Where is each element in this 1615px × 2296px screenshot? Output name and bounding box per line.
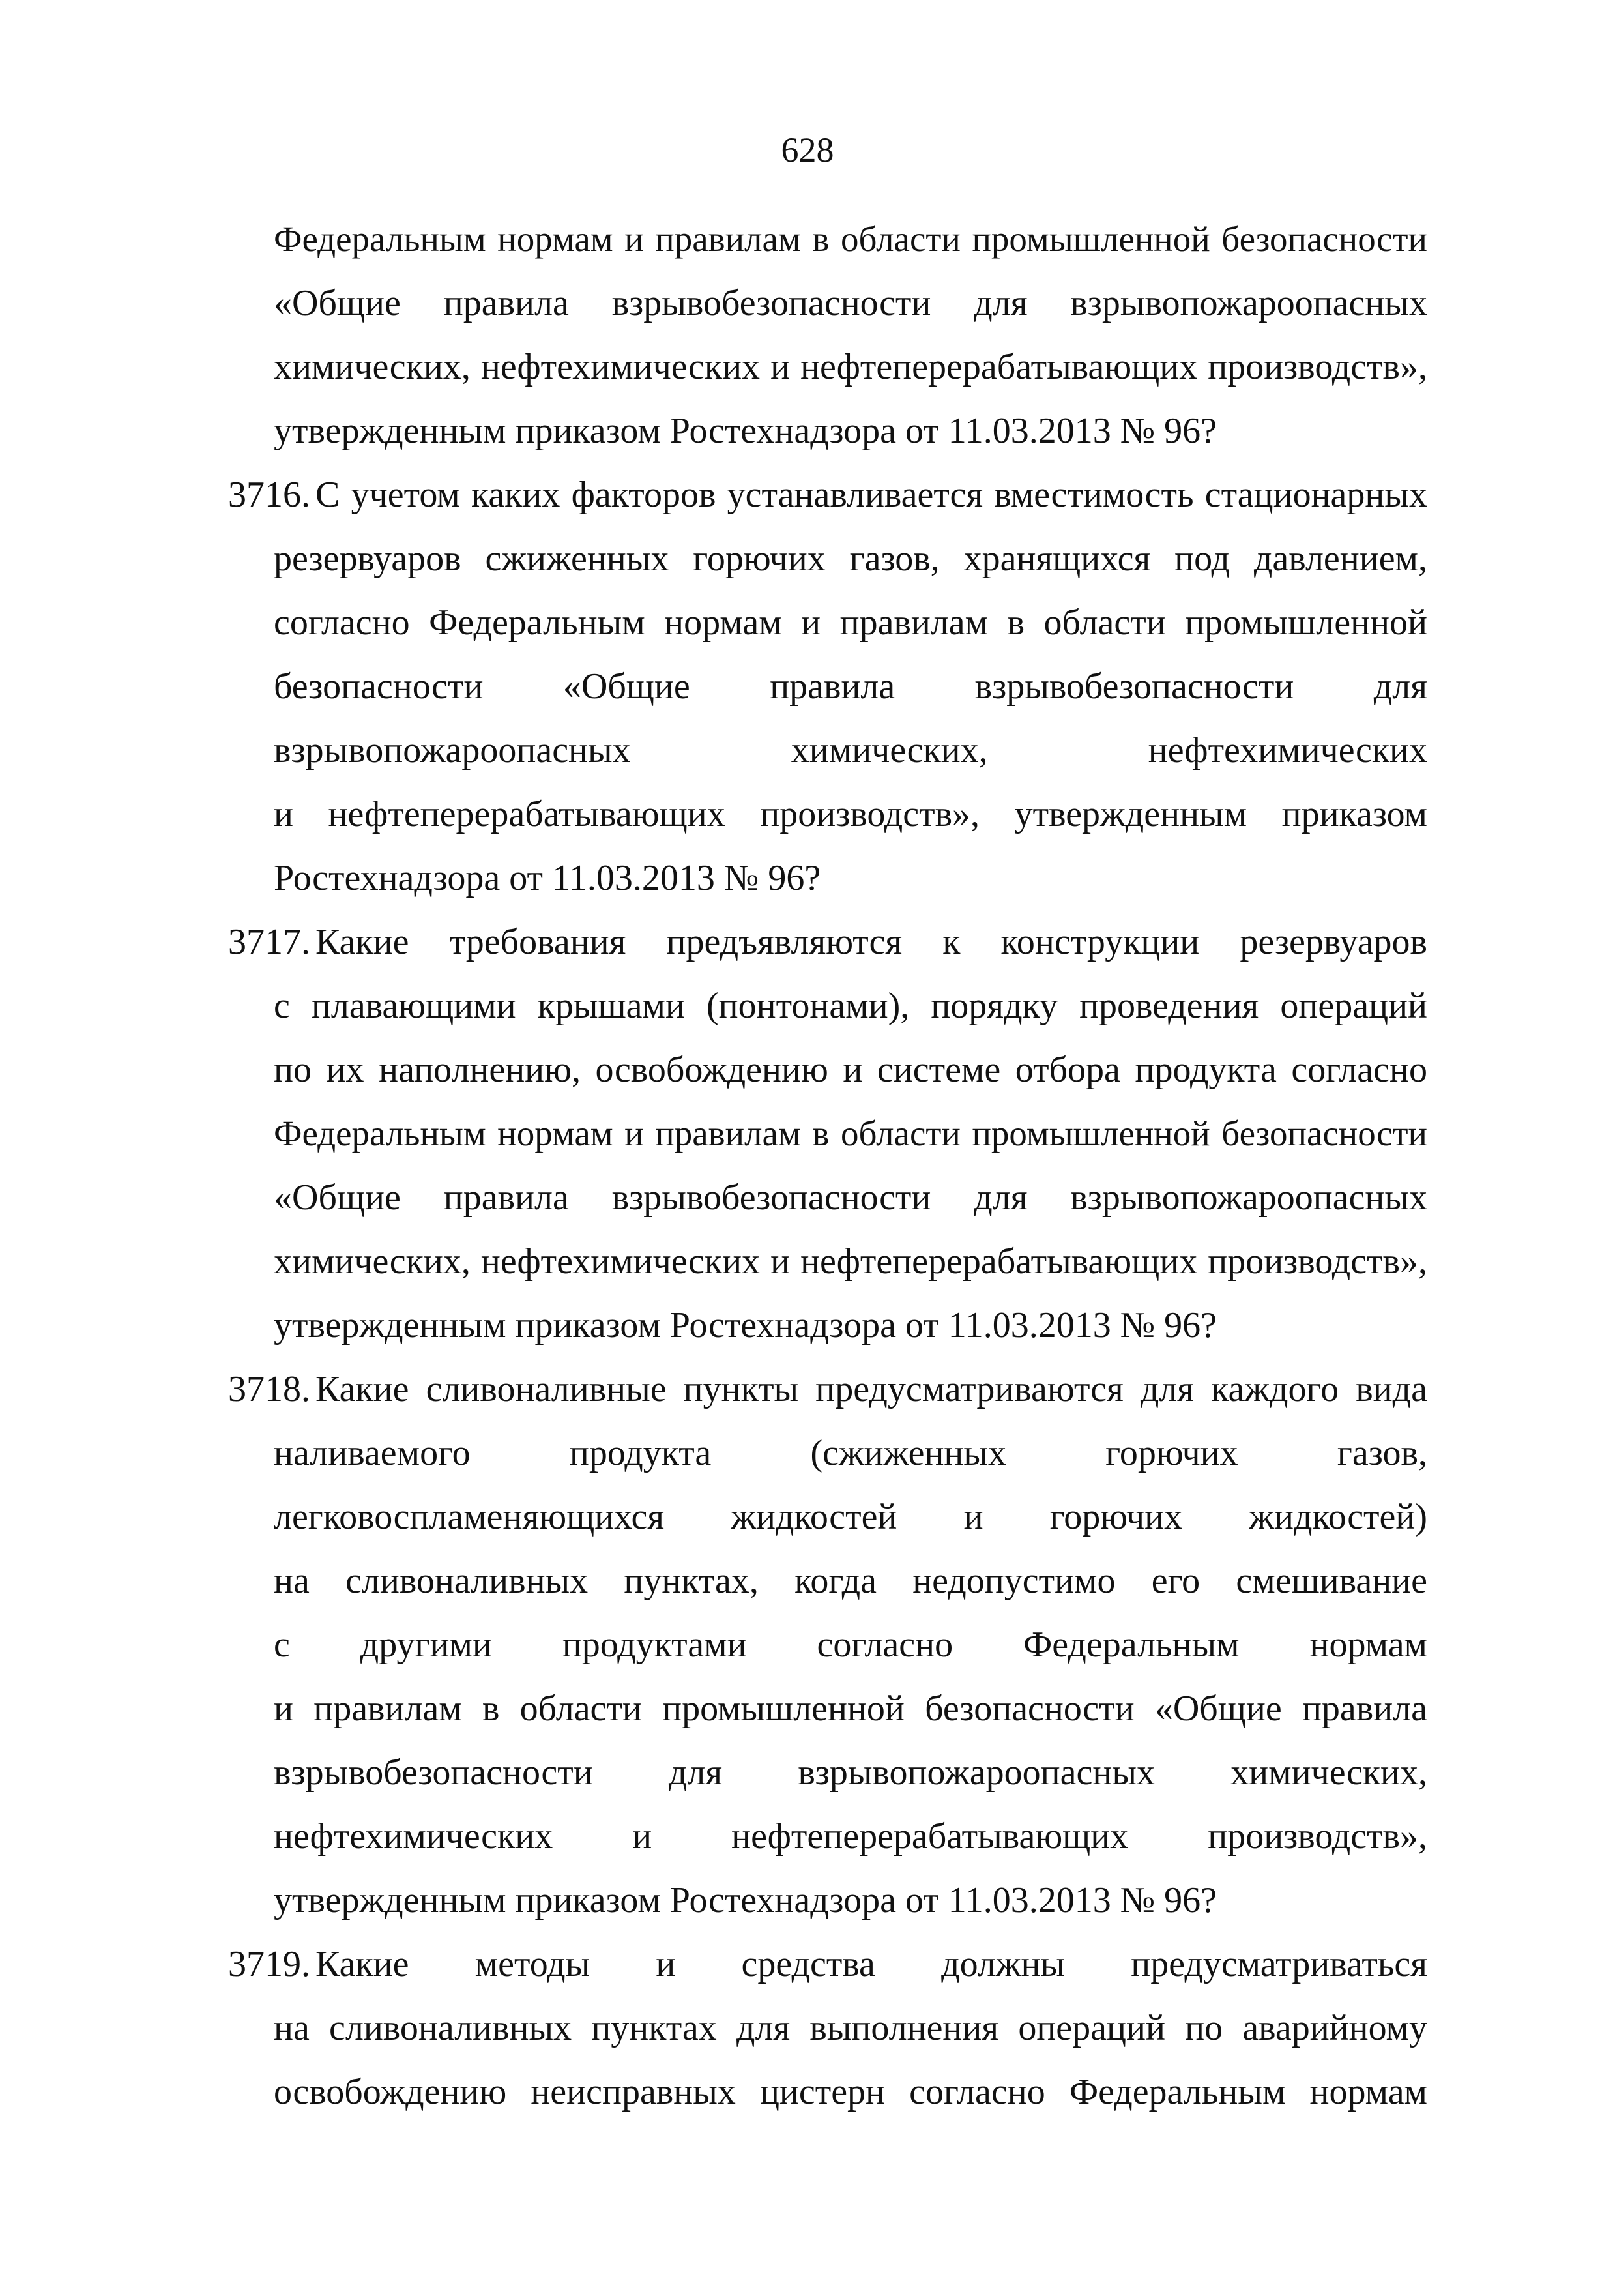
text-line [228, 1549, 1427, 1613]
line-text: Федеральным нормам и правилам в области промышленной безопасности [274, 219, 1427, 259]
line-text: и правилам в области промышленной безопасности «Общие правила [274, 1688, 1427, 1729]
line-text: утвержденным приказом Ростехнадзора от 11.03.2013 № 96? [274, 1305, 1217, 1346]
page-number: 628 [781, 130, 834, 169]
text-line [228, 335, 1427, 399]
line-text: «Общие правила взрывобезопасности для взрывопожароопасных [274, 283, 1427, 323]
line-text: С учетом каких факторов устанавливается вместимость стационарных [315, 475, 1427, 515]
line-text: с плавающими крышами (понтонами), порядку проведения операций [274, 986, 1427, 1026]
text-line [228, 399, 1427, 463]
text-line [228, 271, 1427, 335]
line-text: химических, нефтехимических и нефтеперерабатывающих производств», [274, 347, 1427, 387]
text-line [228, 1166, 1427, 1229]
text-line [228, 1868, 1427, 1932]
text-line [228, 655, 1427, 718]
line-text: взрывобезопасности для взрывопожароопасных химических, [274, 1752, 1427, 1793]
line-text: легковоспламеняющихся жидкостей и горючих жидкостей) [274, 1497, 1427, 1537]
line-text: резервуаров сжиженных горючих газов, хранящихся под давлением, [274, 538, 1427, 579]
line-text: Какие методы и средства должны предусматриваться [315, 1944, 1427, 1984]
text-line [228, 1613, 1427, 1677]
text-line [228, 1102, 1427, 1166]
text-line [228, 910, 1427, 974]
text-line [228, 527, 1427, 591]
line-text: с другими продуктами согласно Федеральным нормам [274, 1625, 1427, 1665]
text-line [228, 1804, 1427, 1868]
question-number: 3719. [228, 1944, 310, 1984]
line-text: Какие сливоналивные пункты предусматриваются для каждого вида [315, 1369, 1427, 1409]
question-number: 3717. [228, 922, 310, 962]
line-text: согласно Федеральным нормам и правилам в области промышленной [274, 602, 1427, 643]
line-text: безопасности «Общие правила взрывобезопасности для [274, 666, 1427, 707]
line-text: Федеральным нормам и правилам в области промышленной безопасности [274, 1113, 1427, 1153]
line-text: и нефтеперерабатывающих производств», утвержденным приказом [274, 794, 1427, 834]
line-text: наливаемого продукта (сжиженных горючих газов, [274, 1433, 1427, 1473]
text-line [228, 974, 1427, 1038]
text-line [228, 782, 1427, 846]
document-body [228, 207, 1427, 2124]
line-text: взрывопожароопасных химических, нефтехимических [274, 730, 1427, 771]
text-line [228, 1357, 1427, 1421]
text-line [228, 1932, 1427, 1996]
text-line [228, 1293, 1427, 1357]
text-line [228, 207, 1427, 271]
question-number: 3718. [228, 1369, 310, 1409]
line-text: Какие требования предъявляются к конструкции резервуаров [315, 922, 1427, 962]
text-line [228, 1485, 1427, 1549]
line-text: химических, нефтехимических и нефтеперерабатывающих производств», [274, 1241, 1427, 1282]
text-line [228, 846, 1427, 910]
line-text: на сливоналивных пунктах для выполнения операций по аварийному [274, 2008, 1427, 2048]
text-line [228, 1038, 1427, 1102]
text-line [228, 1741, 1427, 1804]
line-text: нефтехимических и нефтеперерабатывающих производств», [274, 1816, 1427, 1857]
line-text: на сливоналивных пунктах, когда недопустимо его смешивание [274, 1561, 1427, 1601]
text-line [228, 1421, 1427, 1485]
line-text: освобождению неисправных цистерн согласно Федеральным нормам [274, 2072, 1427, 2112]
line-text: по их наполнению, освобождению и системе отбора продукта согласно [274, 1050, 1427, 1090]
line-text: «Общие правила взрывобезопасности для взрывопожароопасных [274, 1177, 1427, 1218]
line-text: Ростехнадзора от 11.03.2013 № 96? [274, 858, 821, 898]
text-line [228, 1677, 1427, 1741]
text-line [228, 718, 1427, 782]
line-text: утвержденным приказом Ростехнадзора от 11.03.2013 № 96? [274, 1880, 1217, 1921]
question-number: 3716. [228, 475, 310, 515]
text-line [228, 1996, 1427, 2060]
text-line [228, 591, 1427, 655]
line-text: утвержденным приказом Ростехнадзора от 11.03.2013 № 96? [274, 411, 1217, 451]
text-line [228, 2060, 1427, 2124]
text-line [228, 1229, 1427, 1293]
text-line [228, 463, 1427, 527]
